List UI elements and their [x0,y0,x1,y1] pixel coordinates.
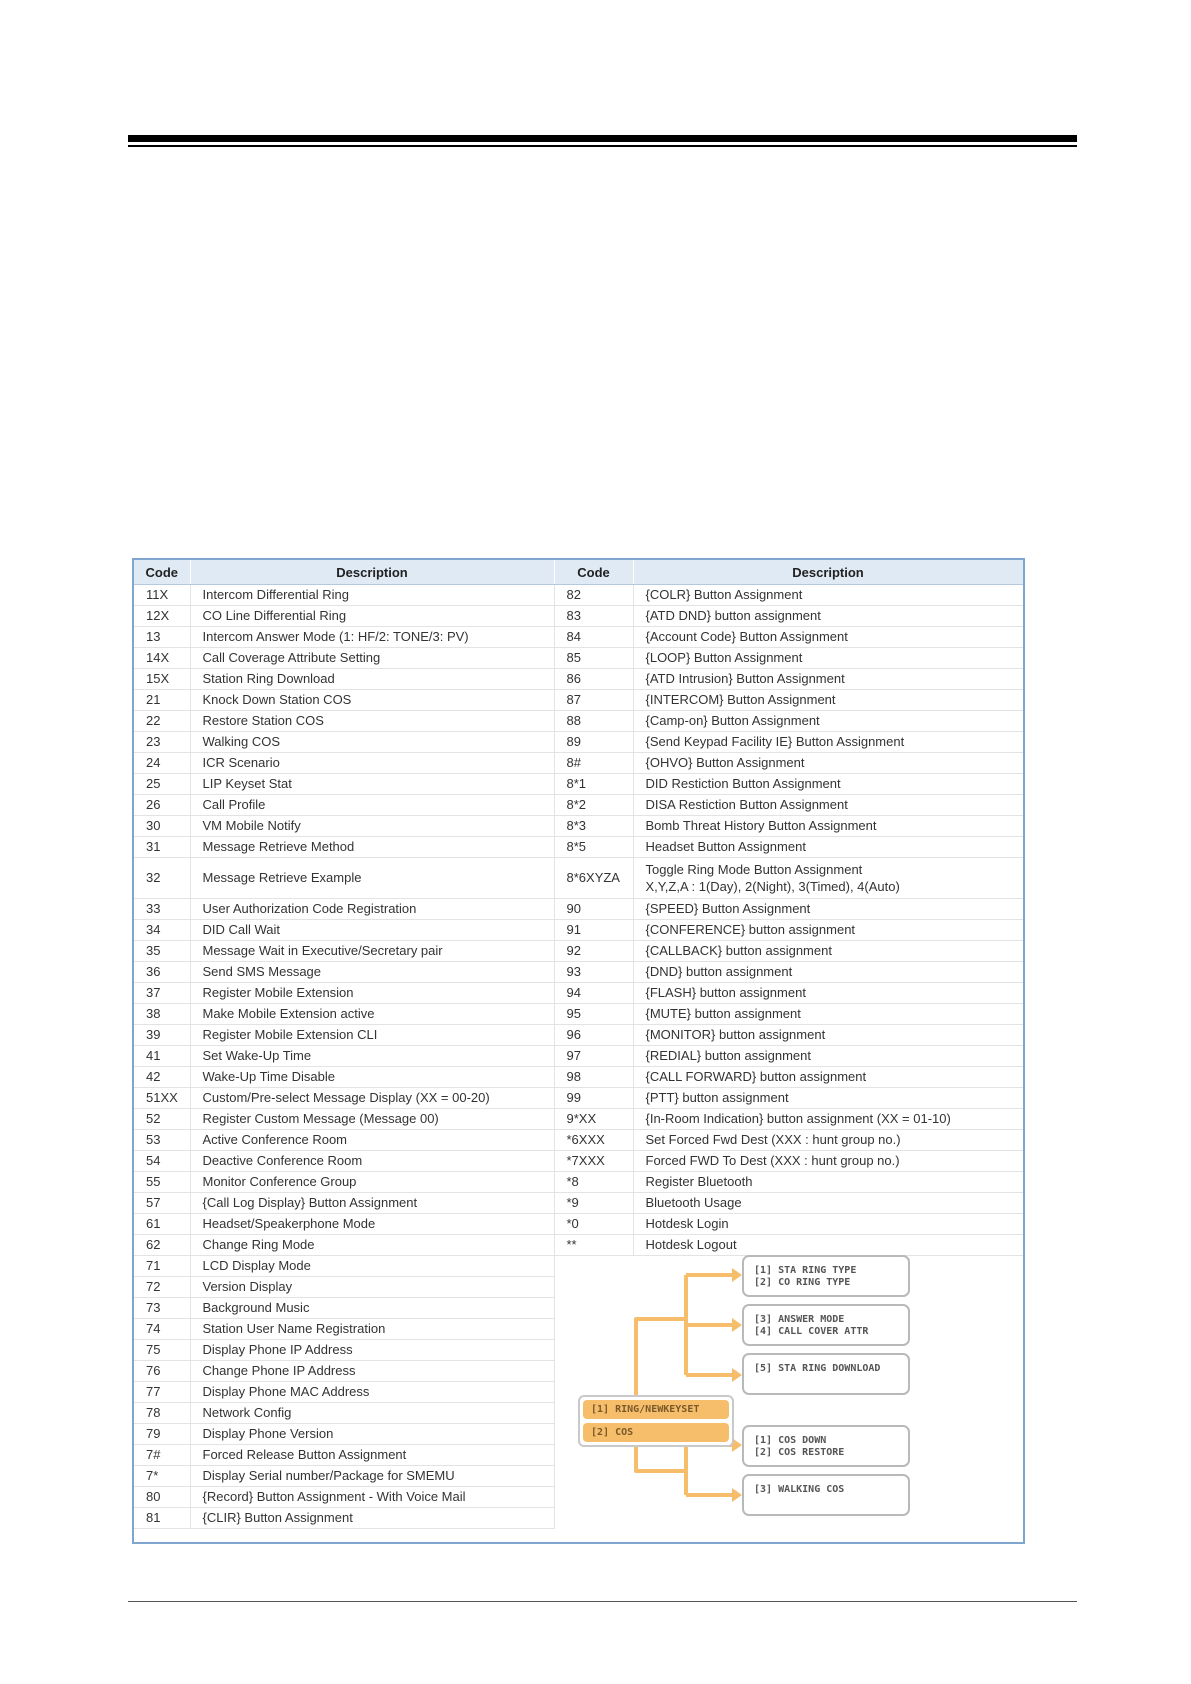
menu-box [578,1395,734,1447]
code-cell: 13 [134,627,190,648]
description-cell: User Authorization Code Registration [190,899,554,920]
code-cell: 38 [134,1004,190,1025]
code-cell: 24 [134,753,190,774]
table-row [134,627,1023,648]
code-cell: 41 [134,1046,190,1067]
header-rule-thin [128,145,1077,147]
code-cell: 31 [134,837,190,858]
code-cell: 84 [554,627,633,648]
description-cell: Hotdesk Logout [633,1235,1023,1256]
code-cell: 87 [554,690,633,711]
code-cell: 52 [134,1109,190,1130]
code-cell: 77 [134,1382,190,1403]
description-cell: Register Mobile Extension [190,983,554,1004]
table-row [134,669,1023,690]
table-row [134,1151,1023,1172]
table-row [134,941,1023,962]
description-cell: DID Call Wait [190,920,554,941]
description-cell: Bomb Threat History Button Assignment [633,816,1023,837]
code-cell: 78 [134,1403,190,1424]
description-cell: Version Display [190,1277,554,1298]
code-cell: 97 [554,1046,633,1067]
description-cell: {Send Keypad Facility IE} Button Assignment [633,732,1023,753]
table-row [134,1214,1023,1235]
description-cell: {LOOP} Button Assignment [633,648,1023,669]
code-cell: 74 [134,1319,190,1340]
description-cell: Forced Release Button Assignment [190,1445,554,1466]
description-cell: Bluetooth Usage [633,1193,1023,1214]
code-cell: 23 [134,732,190,753]
code-cell: 55 [134,1172,190,1193]
code-cell: 89 [554,732,633,753]
code-cell: 79 [134,1424,190,1445]
code-cell: 85 [554,648,633,669]
table-row [134,983,1023,1004]
code-cell: 15X [134,669,190,690]
description-cell: ICR Scenario [190,753,554,774]
description-cell: Set Forced Fwd Dest (XXX : hunt group no.) [633,1130,1023,1151]
code-cell: 8*1 [554,774,633,795]
table-row [134,1067,1023,1088]
description-cell: Set Wake-Up Time [190,1046,554,1067]
description-cell: Station User Name Registration [190,1319,554,1340]
description-cell: Register Mobile Extension CLI [190,1025,554,1046]
code-cell: *0 [554,1214,633,1235]
description-cell: Change Ring Mode [190,1235,554,1256]
header-rule-thick [128,135,1077,142]
description-cell: LCD Display Mode [190,1256,554,1277]
description-cell: Message Retrieve Example [190,858,554,899]
description-line: X,Y,Z,A : 1(Day), 2(Night), 3(Timed), 4(Auto) [645,879,900,894]
cos-trunk [636,1447,686,1471]
description-cell: {REDIAL} button assignment [633,1046,1023,1067]
code-cell: 99 [554,1088,633,1109]
header-description-left: Description [190,560,554,585]
table-row [134,816,1023,837]
code-cell: 81 [134,1508,190,1529]
header-code-right: Code [554,560,633,585]
code-cell: 83 [554,606,633,627]
description-cell: Forced FWD To Dest (XXX : hunt group no.) [633,1151,1023,1172]
description-cell: {CONFERENCE} button assignment [633,920,1023,941]
table-row [134,962,1023,983]
code-cell: 93 [554,962,633,983]
description-cell: {CALLBACK} button assignment [633,941,1023,962]
code-cell: 14X [134,648,190,669]
table-row [134,1109,1023,1130]
table-header-row [134,560,1023,585]
description-cell: {CLIR} Button Assignment [190,1508,554,1529]
table-row [134,1088,1023,1109]
description-cell: {FLASH} button assignment [633,983,1023,1004]
code-cell: 80 [134,1487,190,1508]
code-cell: *6XXX [554,1130,633,1151]
description-cell: DID Restiction Button Assignment [633,774,1023,795]
header-description-right: Description [633,560,1023,585]
code-cell: 96 [554,1025,633,1046]
footer-rule [128,1601,1077,1602]
description-cell: Wake-Up Time Disable [190,1067,554,1088]
table-row [134,690,1023,711]
description-cell: Walking COS [190,732,554,753]
description-cell: {COLR} Button Assignment [633,585,1023,606]
code-cell: 8# [554,753,633,774]
description-cell: Hotdesk Login [633,1214,1023,1235]
code-cell: 12X [134,606,190,627]
description-cell: {Account Code} Button Assignment [633,627,1023,648]
table-row [134,1025,1023,1046]
description-cell: DISA Restiction Button Assignment [633,795,1023,816]
description-cell: {ATD Intrusion} Button Assignment [633,669,1023,690]
table-row [134,648,1023,669]
feature-code-table-frame [132,558,1025,1544]
table-row [134,858,1023,899]
description-cell: Intercom Answer Mode (1: HF/2: TONE/3: PV) [190,627,554,648]
node-answer-mode [742,1304,910,1346]
description-cell: Make Mobile Extension active [190,1004,554,1025]
description-cell: {Record} Button Assignment - With Voice Mail [190,1487,554,1508]
code-cell: 76 [134,1361,190,1382]
description-cell: {MONITOR} button assignment [633,1025,1023,1046]
code-cell: 82 [554,585,633,606]
node-line: [3] ANSWER MODE [754,1314,845,1325]
description-cell: Network Config [190,1403,554,1424]
table-row [134,711,1023,732]
description-cell: VM Mobile Notify [190,816,554,837]
description-cell: Display Serial number/Package for SMEMU [190,1466,554,1487]
arrowhead [732,1488,742,1502]
table-row [134,795,1023,816]
description-cell: Custom/Pre-select Message Display (XX = 00-20) [190,1088,554,1109]
description-cell: Active Conference Room [190,1130,554,1151]
description-cell: {ATD DND} button assignment [633,606,1023,627]
node-line: [3] WALKING COS [754,1484,845,1495]
code-cell: 33 [134,899,190,920]
code-cell: 21 [134,690,190,711]
code-cell: 90 [554,899,633,920]
code-cell: 72 [134,1277,190,1298]
description-cell: LIP Keyset Stat [190,774,554,795]
description-cell [633,858,1023,899]
code-cell: 30 [134,816,190,837]
code-cell: 22 [134,711,190,732]
code-cell: 71 [134,1256,190,1277]
description-cell: Register Custom Message (Message 00) [190,1109,554,1130]
table-row [134,606,1023,627]
code-cell: 9*XX [554,1109,633,1130]
table-row [134,837,1023,858]
code-cell: 73 [134,1298,190,1319]
description-cell: Deactive Conference Room [190,1151,554,1172]
description-cell: {PTT} button assignment [633,1088,1023,1109]
menu-item-cos: [2] COS [583,1423,729,1442]
code-cell: 34 [134,920,190,941]
code-cell: 54 [134,1151,190,1172]
code-cell: 7# [134,1445,190,1466]
code-cell: 75 [134,1340,190,1361]
menu-item-ring: [1] RING/NEWKEYSET [583,1400,729,1419]
description-cell: Display Phone IP Address [190,1340,554,1361]
code-cell: 94 [554,983,633,1004]
description-cell: {Call Log Display} Button Assignment [190,1193,554,1214]
code-cell: 62 [134,1235,190,1256]
code-cell: 32 [134,858,190,899]
code-cell: 11X [134,585,190,606]
table-row [134,585,1023,606]
code-cell: 8*3 [554,816,633,837]
description-cell: Headset Button Assignment [633,837,1023,858]
description-cell: Intercom Differential Ring [190,585,554,606]
ring-trunk [636,1319,686,1395]
table-row [134,1130,1023,1151]
code-cell: 95 [554,1004,633,1025]
node-line: [2] COS RESTORE [754,1447,845,1458]
description-cell: Display Phone MAC Address [190,1382,554,1403]
description-cell: Call Profile [190,795,554,816]
description-cell: Change Phone IP Address [190,1361,554,1382]
description-cell: {MUTE} button assignment [633,1004,1023,1025]
code-cell: 35 [134,941,190,962]
node-line: [5] STA RING DOWNLOAD [754,1363,881,1374]
description-cell: {INTERCOM} Button Assignment [633,690,1023,711]
description-cell: Headset/Speakerphone Mode [190,1214,554,1235]
description-cell: {OHVO} Button Assignment [633,753,1023,774]
description-cell: {In-Room Indication} button assignment (XX = 01-10) [633,1109,1023,1130]
description-cell: {DND} button assignment [633,962,1023,983]
description-cell: {SPEED} Button Assignment [633,899,1023,920]
code-cell: 8*5 [554,837,633,858]
node-cos-down [742,1425,910,1467]
code-cell: 88 [554,711,633,732]
description-cell: Register Bluetooth [633,1172,1023,1193]
table-row [134,1046,1023,1067]
node-line: [4] CALL COVER ATTR [754,1326,869,1337]
description-cell: Station Ring Download [190,669,554,690]
description-line: Toggle Ring Mode Button Assignment [645,862,863,877]
arrowhead [732,1268,742,1282]
code-cell: 61 [134,1214,190,1235]
description-cell: Message Wait in Executive/Secretary pair [190,941,554,962]
menu-flow-diagram [554,1247,1024,1542]
description-cell: Restore Station COS [190,711,554,732]
node-line: [2] CO RING TYPE [754,1277,851,1288]
node-line: [1] STA RING TYPE [754,1265,857,1276]
code-cell: 57 [134,1193,190,1214]
node-ring-type [742,1255,910,1297]
description-cell: {CALL FORWARD} button assignment [633,1067,1023,1088]
code-cell: 36 [134,962,190,983]
code-cell: 26 [134,795,190,816]
description-cell: Monitor Conference Group [190,1172,554,1193]
description-cell: Knock Down Station COS [190,690,554,711]
description-cell: {Camp-on} Button Assignment [633,711,1023,732]
code-cell: 42 [134,1067,190,1088]
code-cell: 25 [134,774,190,795]
table-row [134,1172,1023,1193]
description-cell: Display Phone Version [190,1424,554,1445]
table-row [134,1004,1023,1025]
description-cell: CO Line Differential Ring [190,606,554,627]
table-row [134,920,1023,941]
node-ring-download [742,1353,910,1395]
code-cell: 98 [554,1067,633,1088]
code-cell: *7XXX [554,1151,633,1172]
code-cell: 92 [554,941,633,962]
description-cell: Message Retrieve Method [190,837,554,858]
description-cell: Call Coverage Attribute Setting [190,648,554,669]
code-cell: 37 [134,983,190,1004]
code-cell: 8*2 [554,795,633,816]
code-cell: 7* [134,1466,190,1487]
code-cell: 39 [134,1025,190,1046]
header-code-left: Code [134,560,190,585]
table-row [134,753,1023,774]
code-cell: 91 [554,920,633,941]
code-cell: *8 [554,1172,633,1193]
node-line: [1] COS DOWN [754,1435,827,1446]
description-cell: Background Music [190,1298,554,1319]
table-row [134,899,1023,920]
arrowhead [732,1368,742,1382]
code-cell: 8*6XYZA [554,858,633,899]
code-cell: ** [554,1235,633,1256]
code-cell: 53 [134,1130,190,1151]
table-row [134,1193,1023,1214]
code-cell: *9 [554,1193,633,1214]
table-row [134,732,1023,753]
table-row [134,774,1023,795]
code-cell: 51XX [134,1088,190,1109]
code-cell: 86 [554,669,633,690]
arrowhead [732,1318,742,1332]
description-cell: Send SMS Message [190,962,554,983]
node-walking-cos [742,1474,910,1516]
